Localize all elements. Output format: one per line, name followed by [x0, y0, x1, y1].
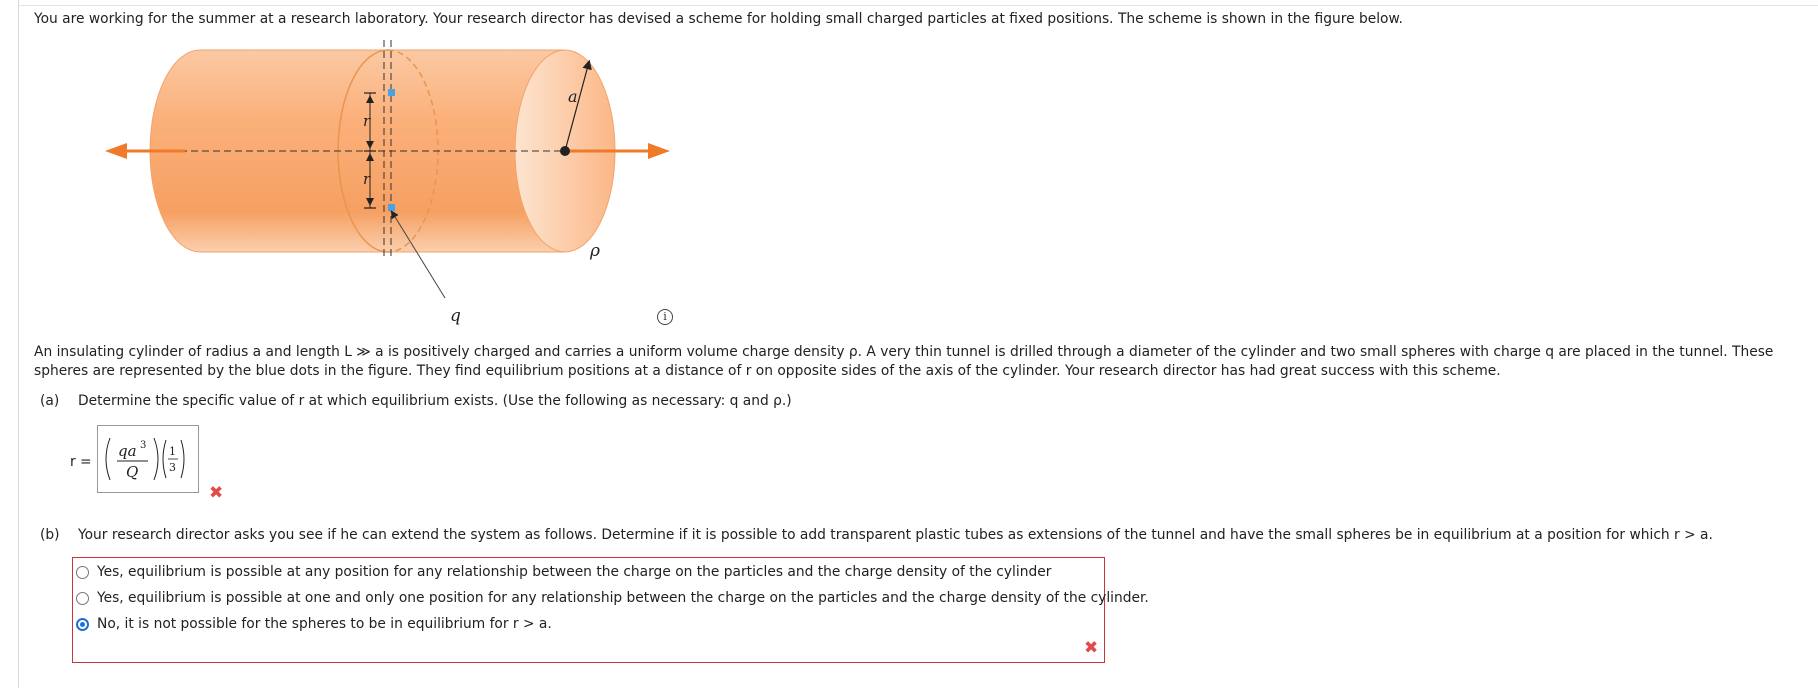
- part-b-question: [40, 527, 1713, 543]
- part-b-incorrect-icon: ✖: [1084, 638, 1099, 658]
- part-a-incorrect-icon: ✖: [209, 483, 224, 503]
- power-numerator: 1: [169, 445, 176, 458]
- answer-variable-label: r =: [70, 454, 92, 470]
- choice-option-1[interactable]: [76, 562, 1051, 582]
- choice-label-1: Yes, equilibrium is possible at any position for any relationship between the charge on the particles and the charge density of the cylinder: [97, 564, 1052, 580]
- power-denominator: 3: [169, 461, 176, 474]
- choice-option-2[interactable]: [76, 588, 1149, 608]
- axis-arrow-left: [105, 143, 127, 159]
- intro-text: You are working for the summer at a research laboratory. Your research director has devised a scheme for holding small charged particles at fixed positions. The scheme is shown in the figure below.: [34, 11, 1403, 27]
- answer-expression: [98, 426, 198, 492]
- radio-option-3-selected[interactable]: [76, 618, 89, 631]
- answer-input[interactable]: [97, 425, 199, 493]
- part-b-choices: [72, 557, 1149, 663]
- problem-statement: An insulating cylinder of radius a and length L ≫ a is positively charged and carries a uniform volume charge density ρ. A very thin tunnel is drilled through a diameter of the cylinder and two small spheres with charge q are placed in the tunnel. These spheres are represented by the blue dots in the figure. They find equilibrium positions at a distance of r on opposite sides of the axis of the cylinder. Your research director has had great success with this scheme.: [34, 344, 1774, 379]
- answer-exponent: 3: [140, 440, 147, 451]
- choice-label-3: No, it is not possible for the spheres to be in equilibrium for r > a.: [97, 616, 552, 632]
- info-icon[interactable]: i: [657, 309, 673, 325]
- part-b-label: (b): [40, 527, 60, 543]
- label-q: q: [450, 306, 461, 326]
- choice-option-3[interactable]: [76, 614, 552, 634]
- answer-numerator: qa: [118, 442, 137, 460]
- part-a-text: Determine the specific value of r at which equilibrium exists. (Use the following as necessary: q and ρ.): [78, 393, 792, 409]
- radio-option-2[interactable]: [76, 592, 89, 605]
- choice-label-2: Yes, equilibrium is possible at one and only one position for any relationship between the charge on the particles and the charge density of the cylinder.: [97, 590, 1149, 606]
- cylinder-diagram: [105, 40, 670, 335]
- axis-arrow-right: [648, 143, 670, 159]
- label-a: a: [568, 87, 578, 106]
- part-a-label: (a): [40, 393, 60, 409]
- part-b-text: Your research director asks you see if he can extend the system as follows. Determine if it is possible to add transparent plastic tubes as extensions of the tunnel and have the small spheres be in equilibrium at a position for which r > a.: [78, 527, 1713, 543]
- label-r-top: r: [363, 112, 371, 130]
- answer-denominator: Q: [126, 463, 139, 481]
- top-divider: [18, 0, 1818, 6]
- charge-dot-top: [388, 89, 395, 96]
- charge-dot-bottom: [388, 204, 395, 211]
- label-rho: ρ: [590, 241, 600, 261]
- label-r-bottom: r: [363, 170, 371, 188]
- cylinder-figure: [105, 40, 670, 335]
- left-divider: [18, 0, 19, 688]
- part-a-question: [40, 393, 792, 409]
- radio-option-1[interactable]: [76, 566, 89, 579]
